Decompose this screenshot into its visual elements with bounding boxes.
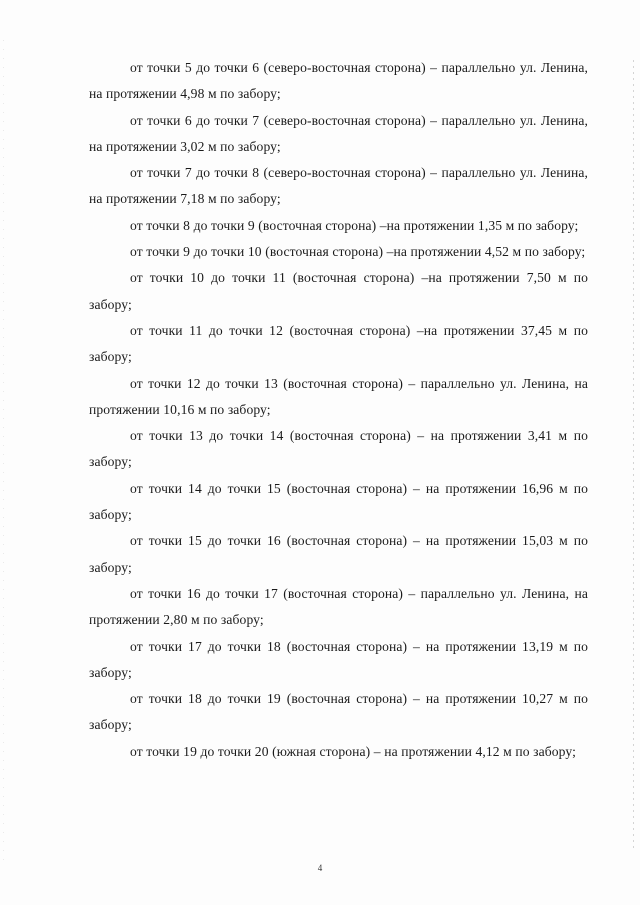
scan-edge-left (3, 40, 4, 860)
paragraph: от точки 10 до точки 11 (восточная сторона) –на протяжении 7,50 м по забору; (89, 270, 588, 312)
paragraph: от точки 15 до точки 16 (восточная сторона) – на протяжении 15,03 м по забору; (89, 533, 588, 575)
paragraph: от точки 18 до точки 19 (восточная сторона) – на протяжении 10,27 м по забору; (89, 691, 588, 733)
paragraph: от точки 7 до точки 8 (северо-восточная сторона) – параллельно ул. Ленина, на протяжении 7,18 м по забору; (89, 165, 588, 207)
scan-edge-right (633, 60, 634, 850)
body-text (89, 55, 588, 765)
paragraph: от точки 11 до точки 12 (восточная сторона) –на протяжении 37,45 м по забору; (89, 322, 588, 365)
paragraph: от точки 16 до точки 17 (восточная сторона) – параллельно ул. Ленина, на протяжении 2,80 м по забору; (89, 585, 588, 628)
paragraph: от точки 13 до точки 14 (восточная сторона) – на протяжении 3,41 м по забору; (89, 428, 588, 470)
paragraph: от точки 17 до точки 18 (восточная сторона) – на протяжении 13,19 м по забору; (89, 638, 588, 680)
paragraph: от точки 5 до точки 6 (северо-восточная сторона) – параллельно ул. Ленина, на протяжении 4,98 м по забору; (89, 60, 588, 102)
paragraph: от точки 6 до точки 7 (северо-восточная сторона) – параллельно ул. Ленина, на протяжении 3,02 м по забору; (89, 112, 588, 154)
page-number: 4 (317, 863, 323, 873)
paragraph: от точки 12 до точки 13 (восточная сторона) – параллельно ул. Ленина, на протяжении 10,16 м по забору; (89, 375, 588, 417)
paragraph: от точки 8 до точки 9 (восточная сторона) –на протяжении 1,35 м по забору; (130, 217, 579, 233)
paragraph: от точки 14 до точки 15 (восточная сторона) – на протяжении 16,96 м по забору; (89, 480, 588, 523)
paragraph: от точки 9 до точки 10 (восточная сторона) –на протяжении 4,52 м по забору; (130, 244, 586, 260)
paragraph: от точки 19 до точки 20 (южная сторона) – на протяжении 4,12 м по забору; (130, 743, 576, 759)
